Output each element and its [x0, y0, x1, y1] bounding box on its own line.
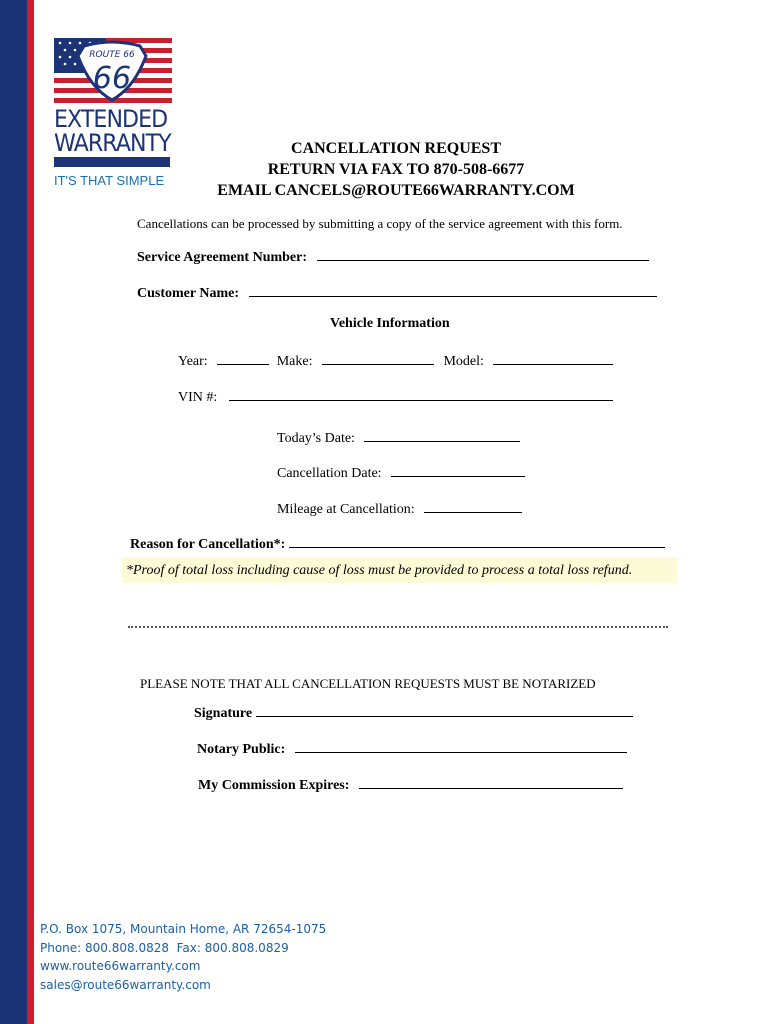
model-label: Model:: [443, 354, 484, 369]
mileage-label: Mileage at Cancellation:: [277, 502, 415, 517]
flag-shield-icon: [54, 38, 172, 104]
mileage-field[interactable]: [424, 500, 522, 513]
reason-label: Reason for Cancellation*:: [130, 537, 286, 552]
intro-text: Cancellations can be processed by submitting a copy of the service agreement with this form.: [137, 216, 623, 231]
logo-extended: EXTENDED: [54, 105, 168, 133]
footer-phone: Phone: 800.808.0828 Fax: 800.808.0829: [40, 940, 289, 955]
header-title: CANCELLATION REQUEST: [291, 140, 501, 157]
left-stripe-red: [27, 0, 34, 1024]
vehicle-info-heading: Vehicle Information: [330, 316, 450, 331]
mileage-row: [277, 500, 522, 518]
vin-label: VIN #:: [178, 390, 218, 405]
footer-email[interactable]: sales@route66warranty.com: [40, 977, 211, 992]
dotted-divider: [128, 626, 668, 628]
cancellation-date-field[interactable]: [391, 464, 525, 477]
logo-tagline: IT'S THAT SIMPLE: [54, 173, 165, 188]
service-agreement-label: Service Agreement Number:: [137, 250, 308, 265]
year-field[interactable]: [217, 352, 269, 365]
total-loss-note: *Proof of total loss including cause of loss must be provided to process a total loss refund.: [126, 563, 633, 578]
reason-row: [130, 535, 665, 553]
signature-label: Signature: [194, 706, 253, 721]
commission-field[interactable]: [359, 776, 623, 789]
header-email: EMAIL CANCELS@ROUTE66WARRANTY.COM: [217, 182, 575, 199]
route66-logo: [54, 38, 172, 188]
commission-row: [198, 776, 623, 794]
footer-address: P.O. Box 1075, Mountain Home, AR 72654-1075: [40, 922, 327, 936]
logo-bar: [54, 157, 170, 167]
customer-name-row: [137, 284, 657, 302]
svg-text:66: 66: [92, 61, 132, 96]
reason-field[interactable]: [289, 535, 665, 548]
make-field[interactable]: [322, 352, 434, 365]
notary-row: [197, 740, 627, 758]
footer-website[interactable]: www.route66warranty.com: [40, 959, 201, 973]
logo-shield-text: ROUTE 66: [89, 50, 135, 60]
make-label: Make:: [276, 354, 313, 369]
logo-warranty: WARRANTY: [54, 129, 171, 157]
left-stripe-blue: [0, 0, 27, 1024]
cancellation-date-row: [277, 464, 525, 482]
form-header: [190, 138, 602, 201]
vehicle-row: [178, 352, 613, 370]
header-fax: RETURN VIA FAX TO 870-508-6677: [267, 161, 525, 178]
signature-row: [194, 704, 633, 722]
model-field[interactable]: [493, 352, 613, 365]
customer-name-field[interactable]: [249, 284, 657, 297]
signature-field[interactable]: [256, 704, 633, 717]
service-agreement-field[interactable]: [317, 248, 649, 261]
vin-row: [178, 388, 613, 406]
notary-field[interactable]: [295, 740, 627, 753]
year-label: Year:: [178, 354, 208, 369]
commission-label: My Commission Expires:: [198, 778, 350, 793]
todays-date-field[interactable]: [364, 429, 520, 442]
footer-contact: [40, 920, 326, 994]
notary-label: Notary Public:: [197, 742, 286, 757]
service-agreement-row: [137, 248, 649, 266]
cancellation-date-label: Cancellation Date:: [277, 466, 382, 481]
customer-name-label: Customer Name:: [137, 286, 239, 301]
todays-date-row: [277, 429, 520, 447]
notary-notice: PLEASE NOTE THAT ALL CANCELLATION REQUESTS MUST BE NOTARIZED: [140, 676, 596, 691]
vin-field[interactable]: [229, 388, 613, 401]
todays-date-label: Today’s Date:: [277, 431, 355, 446]
